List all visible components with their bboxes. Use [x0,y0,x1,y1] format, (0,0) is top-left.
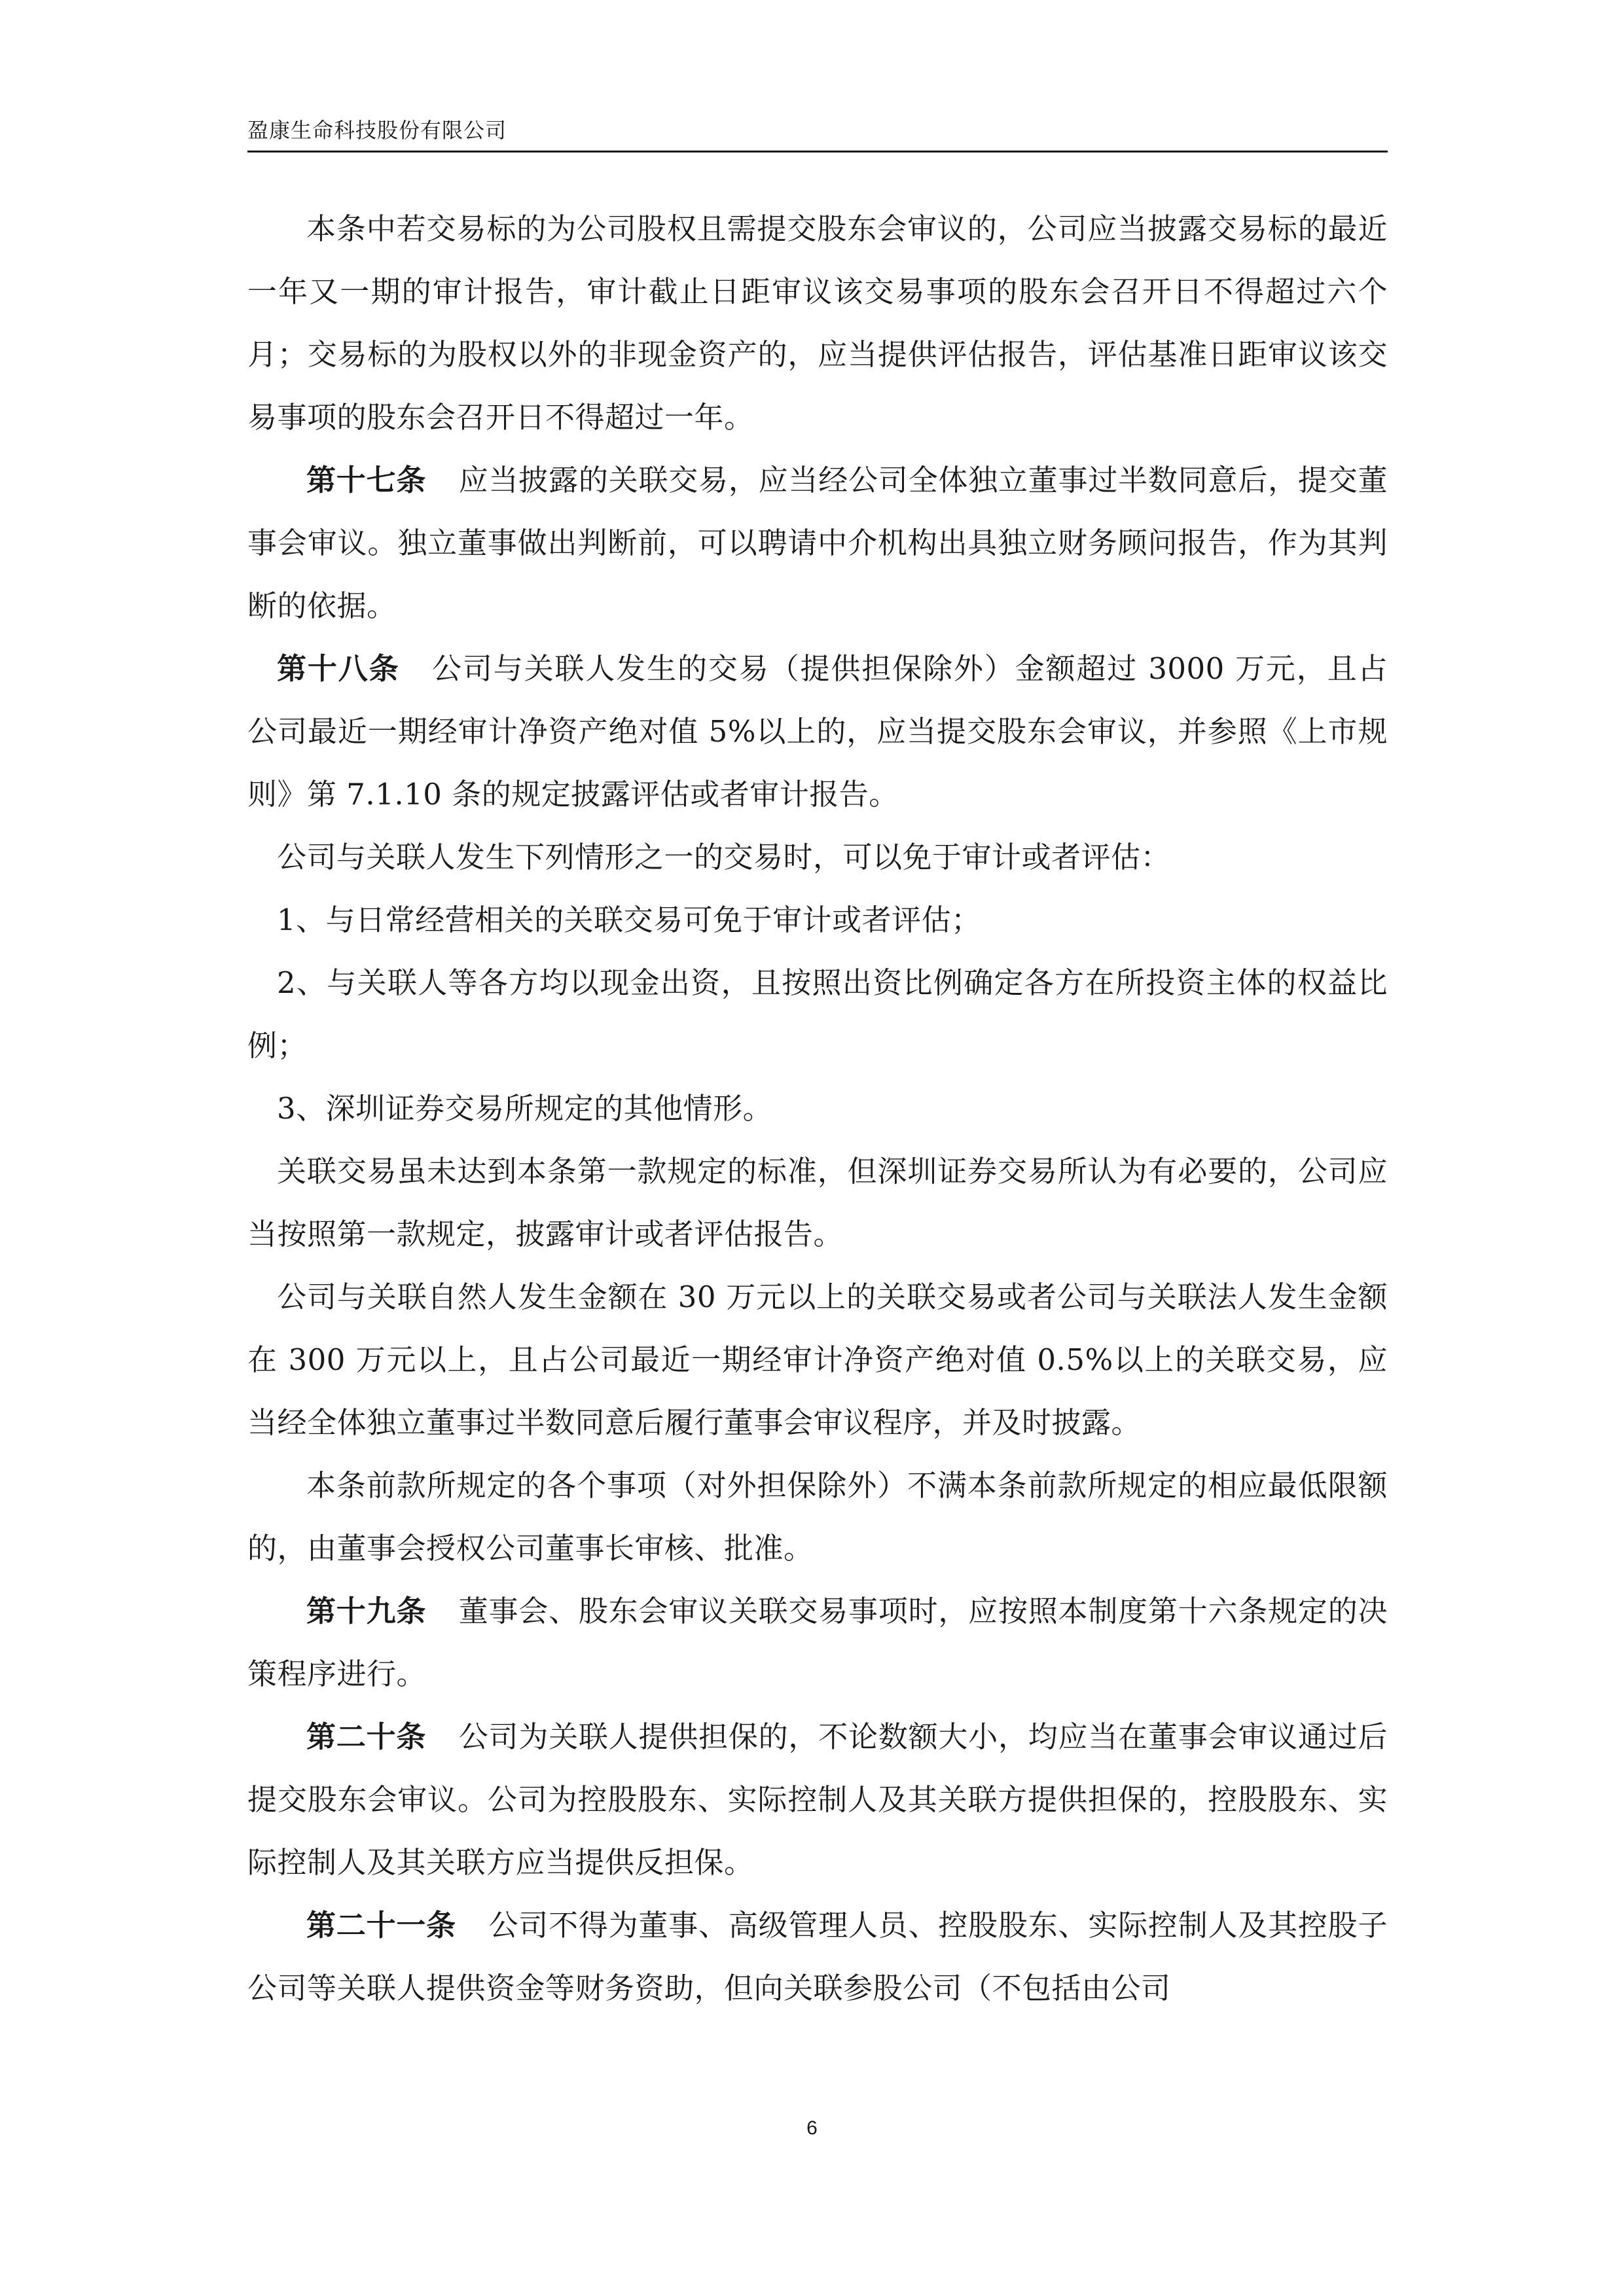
document-body [247,198,1388,2020]
paragraph-text: 董事会、股东会审议关联交易事项时，应按照本制度第十六条规定的决策程序进行。 [247,1594,1388,1691]
header-company-name: 盈康生命科技股份有限公司 [247,118,507,143]
paragraph-audit-report [247,198,1388,449]
paragraph-text: 应当披露的关联交易，应当经公司全体独立董事过半数同意后，提交董事会审议。独立董事做出判断前，可以聘请中介机构出具独立财务顾问报告，作为其判断的依据。 [247,463,1388,623]
paragraph-text: 本条前款所规定的各个事项（对外担保除外）不满本条前款所规定的相应最低限额的，由董事会授权公司董事长审核、批准。 [247,1468,1388,1566]
article-21 [247,1894,1388,2020]
list-item-1 [247,889,1388,952]
paragraph-text: 本条中若交易标的为公司股权且需提交股东会审议的，公司应当披露交易标的最近一年又一期的审计报告，审计截止日距审议该交易事项的股东会召开日不得超过六个月；交易标的为股权以外的非现金资产的，应当提供评估报告，评估基准日距审议该交易事项的股东会召开日不得超过一年。 [247,211,1388,435]
article-18 [247,637,1388,826]
article-19 [247,1580,1388,1706]
list-item-3 [247,1077,1388,1140]
paragraph-text: 2、与关联人等各方均以现金出资，且按照出资比例确定各方在所投资主体的权益比例； [247,965,1388,1063]
article-17 [247,449,1388,637]
paragraph-authorization [247,1454,1388,1580]
page-header [247,110,1388,152]
paragraph-exemption-intro [247,826,1388,889]
paragraph-thresholds [247,1266,1388,1454]
paragraph-text: 公司为关联人提供担保的，不论数额大小，均应当在董事会审议通过后提交股东会审议。公司为控股股东、实际控制人及其关联方提供担保的，控股股东、实际控制人及其关联方应当提供反担保。 [247,1719,1388,1880]
article-number: 第二十一条 [306,1908,456,1943]
article-number: 第十八条 [277,651,400,686]
paragraph-exchange-requirement [247,1140,1388,1266]
paragraph-text: 关联交易虽未达到本条第一款规定的标准，但深圳证券交易所认为有必要的，公司应当按照第一款规定，披露审计或者评估报告。 [247,1154,1388,1251]
paragraph-text: 公司与关联自然人发生金额在 30 万元以上的关联交易或者公司与关联法人发生金额在 300 万元以上，且占公司最近一期经审计净资产绝对值 0.5%以上的关联交易，应当经全体独立董事过半数同意后履行董事会审议程序，并及时披露。 [247,1280,1388,1440]
paragraph-text: 公司与关联人发生的交易（提供担保除外）金额超过 3000 万元，且占公司最近一期经审计净资产绝对值 5%以上的，应当提交股东会审议，并参照《上市规则》第 7.1.10 条的规定披露评估或者审计报告。 [247,651,1388,812]
page-number: 6 [806,2117,818,2139]
paragraph-text: 3、深圳证券交易所规定的其他情形。 [277,1091,773,1126]
paragraph-text: 公司与关联人发生下列情形之一的交易时，可以免于审计或者评估： [277,840,1171,874]
article-number: 第二十条 [306,1719,427,1754]
paragraph-text: 公司不得为董事、高级管理人员、控股股东、实际控制人及其控股子公司等关联人提供资金等财务资助，但向关联参股公司（不包括由公司 [247,1908,1388,2005]
article-number: 第十九条 [306,1594,427,1628]
article-number: 第十七条 [306,463,427,497]
paragraph-text: 1、与日常经营相关的关联交易可免于审计或者评估； [277,903,981,937]
article-20 [247,1706,1388,1894]
list-item-2 [247,952,1388,1077]
